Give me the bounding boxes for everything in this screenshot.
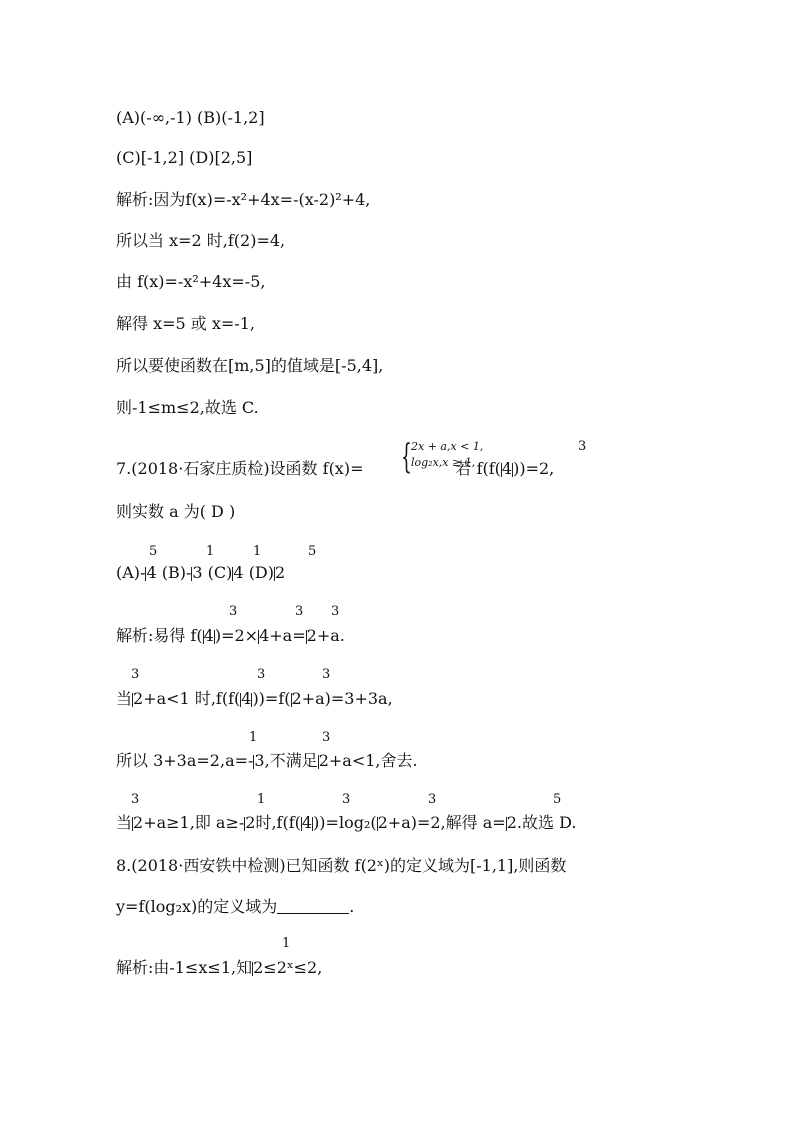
fraction-numerator: 3: [322, 730, 331, 745]
q7-text-a: 7.(2018·石家庄质检)设函数 f(x)=: [116, 459, 364, 478]
fraction-numerator: 3: [131, 792, 140, 807]
fraction-numerator: 5: [308, 544, 317, 559]
text: +a≥1,即 a≥-: [143, 813, 245, 832]
answer-blank: [277, 897, 349, 914]
text: 当: [116, 689, 133, 708]
solution-line-5: 所以要使函数在[m,5]的值域是[-5,4],: [116, 356, 384, 375]
q8-solution-line-1: 解析:由-1≤x≤1,知2≤2ˣ≤2,: [116, 958, 323, 977]
fraction-numerator: 5: [149, 544, 158, 559]
question-8-ask: [116, 897, 354, 917]
fraction-numerator: 1: [253, 544, 262, 559]
piecewise-function: [401, 438, 493, 476]
text: ))=f(: [252, 689, 291, 708]
q7-solution-line-2: 当2+a<1 时,f(f(4))=f(2+a)=3+3a,: [116, 689, 393, 708]
text: 当: [116, 813, 133, 832]
fraction-numerator: 3: [428, 792, 437, 807]
text: +a<1 时,f(f(: [143, 689, 241, 708]
text: ≤2ˣ≤2,: [263, 958, 323, 977]
q7-solution-line-1: 解析:易得 f(4)=2×4+a=2+a.: [116, 626, 345, 645]
fraction-numerator: 1: [257, 792, 266, 807]
text: +a.: [316, 626, 345, 645]
fraction-numerator: 3: [331, 604, 340, 619]
text: 所以 3+3a=2,a=-: [116, 751, 254, 770]
piecewise-case-1: 2x + a,x < 1,: [411, 440, 484, 453]
fraction-numerator: 1: [249, 730, 258, 745]
question-7-ask: 则实数 a 为( D ): [116, 502, 236, 521]
q7-solution-line-4: 当2+a≥1,即 a≥-2时,f(f(4))=log₂(2+a)=2,解得 a=2.故选 D.: [116, 813, 577, 832]
question-7-stem: 7.(2018·石家庄质检)设函数 f(x)= 若 f(f(4))=2,: [116, 459, 555, 478]
q7-solution-line-3: 所以 3+3a=2,a=-3,不满足2+a<1,舍去.: [116, 751, 418, 770]
text: +a)=3+3a,: [301, 689, 393, 708]
solution-line-3: 由 f(x)=-x²+4x=-5,: [116, 272, 266, 291]
solution-line-4: 解得 x=5 或 x=-1,: [116, 314, 255, 333]
text: 解析:易得 f(: [116, 626, 203, 645]
solution-line-6: 则-1≤m≤2,故选 C.: [116, 398, 259, 417]
fraction-numerator: 5: [553, 792, 562, 807]
fraction-numerator: 1: [282, 936, 291, 951]
options-ab: (A)(-∞,-1) (B)(-1,2]: [116, 108, 265, 127]
question-8-stem: 8.(2018·西安铁中检测)已知函数 f(2ˣ)的定义域为[-1,1],则函数: [116, 856, 567, 875]
q7-text-c: ))=2,: [513, 459, 555, 478]
text: .故选 D.: [516, 813, 577, 832]
text: ,不满足: [264, 751, 318, 770]
text: ))=log₂(: [313, 813, 377, 832]
fraction-numerator: 3: [257, 667, 266, 682]
q7-text-b: 若 f(f(: [455, 459, 501, 478]
fraction-numerator: 3: [578, 439, 587, 454]
fraction-numerator: 3: [131, 667, 140, 682]
text: +a<1,舍去.: [328, 751, 418, 770]
piecewise-case-2: log₂x,x ≥ 1,: [411, 456, 476, 469]
fraction-numerator: 3: [342, 792, 351, 807]
option-d: (D): [248, 563, 274, 582]
option-a: (A)-: [116, 563, 146, 582]
text: .: [349, 897, 355, 916]
fraction-numerator: 3: [229, 604, 238, 619]
brace-symbol: {: [401, 437, 412, 477]
solution-line-2: 所以当 x=2 时,f(2)=4,: [116, 231, 286, 250]
text: 解析:由-1≤x≤1,知: [116, 958, 253, 977]
fraction-numerator: 3: [322, 667, 331, 682]
text: y=f(log₂x)的定义域为: [116, 897, 278, 916]
question-7-options: (A)-4 (B)-3 (C)4 (D)2: [116, 563, 286, 582]
option-c: (C): [207, 563, 233, 582]
solution-line-1: 解析:因为f(x)=-x²+4x=-(x-2)²+4,: [116, 190, 371, 209]
fraction-numerator: 3: [295, 604, 304, 619]
text: +a=: [269, 626, 306, 645]
fraction-numerator: 1: [206, 544, 215, 559]
text: )=2×: [214, 626, 259, 645]
text: +a)=2,解得 a=: [387, 813, 506, 832]
text: 时,f(f(: [255, 813, 301, 832]
option-b: (B)-: [161, 563, 192, 582]
options-cd: (C)[-1,2] (D)[2,5]: [116, 148, 253, 167]
